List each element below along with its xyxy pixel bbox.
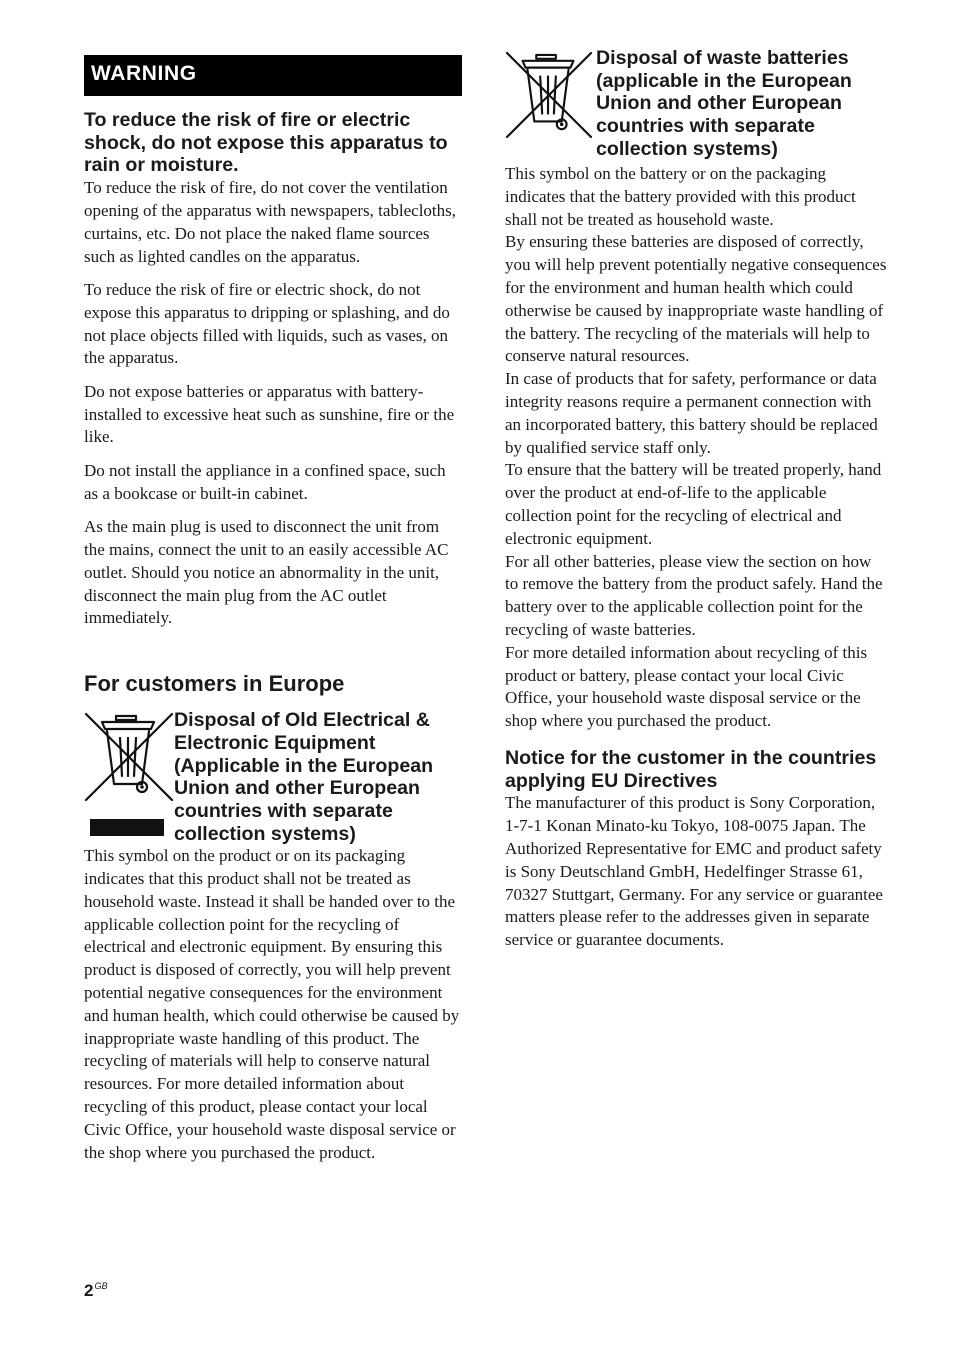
battery-paragraph: This symbol on the battery or on the packaging indicates that the battery provided with this product shall not be treated as household waste. xyxy=(505,164,856,229)
warning-body xyxy=(84,177,462,630)
battery-paragraph: In case of products that for safety, performance or data integrity reasons require a permanent connection with an incorporated battery, this battery should be replaced by qualified service staff only. xyxy=(505,369,878,457)
weee-heading: Disposal of Old Electrical & Electronic Equipment (Applicable in the European Union and other European countries with separate collection systems) xyxy=(174,709,434,845)
right-column xyxy=(505,47,887,952)
battery-body xyxy=(505,163,887,733)
crossed-out-wheelie-bin-icon xyxy=(505,51,593,139)
warning-paragraph: Do not install the appliance in a confined space, such as a bookcase or built-in cabinet. xyxy=(84,460,446,503)
weee-body: This symbol on the product or on its packaging indicates that this product shall not be treated as household waste. Instead it shall be handed over to the applicable collection point for the recycling of electrical and electronic equipment. By ensuring this product is disposed of correctly, you will help prevent potential negative consequences for the environment and human health, which could otherwise be caused by inappropriate waste handling of this product. The recycling of materials will help to conserve natural resources. For more detailed information about recycling of this product, please contact your local Civic Office, your household waste disposal service or the shop where you purchased the product. xyxy=(84,846,460,1162)
battery-paragraph: For all other batteries, please view the section on how to remove the battery from the product safely. Hand the battery over to the applicable collection point for the recycling of waste batteries. xyxy=(505,551,883,639)
page-number-value: 2 xyxy=(84,1281,94,1300)
warning-paragraph: Do not expose batteries or apparatus with battery-installed to excessive heat such as sunshine, fire or the like. xyxy=(84,381,455,447)
crossed-out-wheelie-bin-icon xyxy=(84,712,174,802)
warning-paragraph: To reduce the risk of fire, do not cover the ventilation opening of the apparatus with newspapers, tablecloths, curtains, etc. Do not place the naked flame sources such as lighted candles on the apparatus. xyxy=(84,178,457,266)
weee-disposal-header xyxy=(84,709,462,845)
battery-paragraph: By ensuring these batteries are disposed of correctly, you will help prevent potentially negative consequences for the environment and human health which could otherwise be caused by inappropriate waste handling of the battery. The recycling of the materials will help to conserve natural resources. xyxy=(505,232,887,366)
warning-heading: To reduce the risk of fire or electric shock, do not expose this apparatus to rain or moisture. xyxy=(84,109,448,177)
left-column xyxy=(84,55,462,1164)
page-language-suffix: GB xyxy=(94,1281,108,1291)
battery-disposal-header xyxy=(505,47,887,163)
battery-paragraph: To ensure that the battery will be treated properly, hand over the product at end-of-life to the applicable collection point for the recycling of electrical and electronic equipment. xyxy=(505,460,882,548)
europe-section-heading: For customers in Europe xyxy=(84,671,345,697)
warning-paragraph: To reduce the risk of fire or electric shock, do not expose this apparatus to dripping or splashing, and do not place objects filled with liquids, such as vases, on the apparatus. xyxy=(84,279,450,368)
warning-banner: WARNING xyxy=(84,55,462,96)
battery-paragraph: For more detailed information about recycling of this product or battery, please contact your local Civic Office, your household waste disposal service or the shop where you purchased the product. xyxy=(505,642,868,731)
page-number xyxy=(84,1281,107,1301)
battery-heading: Disposal of waste batteries (applicable in the European Union and other European countries with separate collection systems) xyxy=(596,47,852,160)
separate-collection-bar xyxy=(90,819,164,836)
warning-paragraph: As the main plug is used to disconnect the unit from the mains, connect the unit to an easily accessible AC outlet. Should you notice an abnormality in the unit, disconnect the main plug from the AC outlet immediately. xyxy=(84,517,449,628)
eu-notice-body: The manufacturer of this product is Sony Corporation, 1-7-1 Konan Minato-ku Tokyo, 108-0075 Japan. The Authorized Representative for EMC and product safety is Sony Deutschland GmbH, Hedelfinger Strasse 61, 70327 Stuttgart, Germany. For any service or guarantee matters please refer to the addresses given in separate service or guarantee documents. xyxy=(505,793,883,950)
eu-notice-heading: Notice for the customer in the countries applying EU Directives xyxy=(505,746,877,792)
